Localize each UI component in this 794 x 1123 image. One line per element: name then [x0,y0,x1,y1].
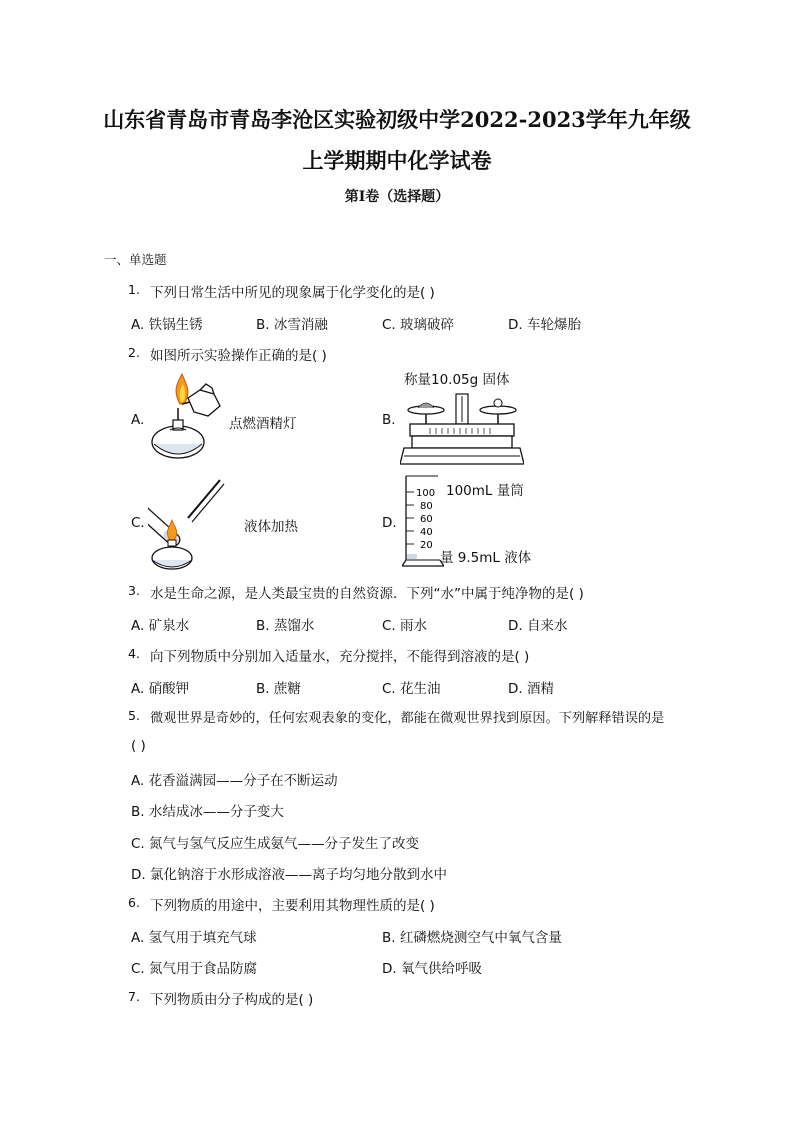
question-stem: 下列物质的用途中，主要利用其物理性质的是( ) [150,898,435,914]
question-stem: 下列日常生活中所见的现象属于化学变化的是( ) [150,285,435,301]
question-stem: 微观世界是奇妙的，任何宏观表象的变化，都能在微观世界找到原因。下列解释错误的是 [150,711,665,726]
question-stem: 下列物质由分子构成的是( ) [150,992,314,1008]
option-c: C. 氮气与氢气反应生成氨气——分子发生了改变 [131,836,420,852]
scale-label: 100 [416,488,436,499]
option-d: D. 自来水 [508,618,568,634]
graduated-cylinder-figure [402,474,444,570]
question-number: 3. [128,583,140,598]
balance-figure [400,388,524,468]
option-b: B. 蔗糖 [256,681,301,697]
option-d: D. 氧气供给呼吸 [382,961,482,977]
question-stem: 水是生命之源，是人类最宝贵的自然资源．下列“水”中属于纯净物的是( ) [150,586,584,602]
option-b: B. 冰雪消融 [256,317,328,333]
figure-d-letter: D. [382,515,397,531]
question-number: 5. [128,708,140,723]
option-a: A. 矿泉水 [131,618,190,634]
figure-d-caption-top: 100mL 量筒 [446,483,524,499]
scale-label: 60 [420,514,433,525]
option-c: C. 氮气用于食品防腐 [131,961,258,977]
option-d: D. 酒精 [508,681,554,697]
option-c: C. 玻璃破碎 [382,317,455,333]
scale-label: 40 [420,527,433,538]
figure-b-caption: 称量10.05g 固体 [404,372,510,388]
option-b: B. 红磷燃烧测空气中氧气含量 [382,930,562,946]
option-b: B. 蒸馏水 [256,618,315,634]
question-number: 7. [128,989,140,1004]
option-c: C. 雨水 [382,618,428,634]
option-d: D. 氯化钠溶于水形成溶液——离子均匀地分散到水中 [131,867,447,883]
option-a: A. 花香溢满园——分子在不断运动 [131,773,338,789]
option-a: A. 硝酸钾 [131,681,190,697]
question-number: 6. [128,895,140,910]
question-number: 2. [128,345,140,360]
figure-c-letter: C. [131,515,145,531]
figure-c-caption: 液体加热 [244,519,298,535]
volume-heading: 第I卷（选择题） [344,189,450,205]
question-stem: 如图所示实验操作正确的是( ) [150,348,327,364]
option-a: A. 铁锅生锈 [131,317,203,333]
scale-label: 20 [420,540,433,551]
question-number: 4. [128,646,140,661]
option-a: A. 氢气用于填充气球 [131,930,257,946]
option-b: B. 水结成冰——分子变大 [131,804,284,820]
option-c: C. 花生油 [382,681,441,697]
figure-b-letter: B. [382,412,396,428]
exam-title-line2: 上学期期中化学试卷 [302,148,492,173]
question-stem-continued: ( ) [131,738,146,754]
alcohol-lamp-lighting-figure [148,372,238,464]
section-heading: 一、单选题 [104,252,167,267]
heating-liquid-figure [148,474,240,570]
figure-d-caption-bottom: 量 9.5mL 液体 [440,550,532,566]
question-stem: 向下列物质中分别加入适量水，充分搅拌，不能得到溶液的是( ) [150,649,530,665]
option-d: D. 车轮爆胎 [508,317,581,333]
exam-title-line1: 山东省青岛市青岛李沧区实验初级中学2022-2023学年九年级 [103,107,691,132]
scale-label: 80 [420,501,433,512]
question-number: 1. [128,282,140,297]
figure-a-caption: 点燃酒精灯 [229,416,297,432]
figure-a-letter: A. [131,412,145,428]
